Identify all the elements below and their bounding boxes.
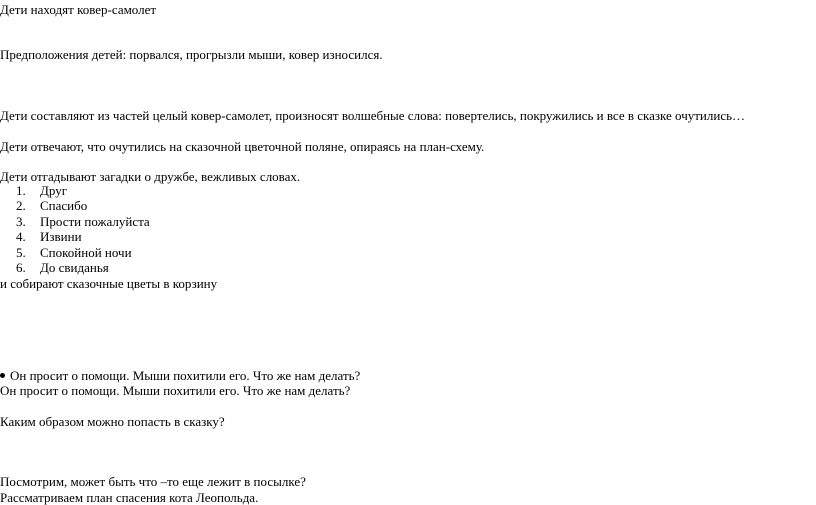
list-item-number: 2. [16,198,26,214]
list-item-text: Спокойной ночи [40,244,132,260]
list-item-text: До свиданья [40,259,109,275]
line-check-parcel: Посмотрим, может быть что –то еще лежит в посылке? [0,474,306,489]
line-children-answer: Дети отвечают, что очутились на сказочной цветочной поляне, опираясь на план-схему. [0,139,485,154]
bullet-icon [0,373,5,378]
line-help-request-bulleted [0,368,360,383]
line-children-find-carpet: Дети находят ковер-самолет [0,2,157,17]
line-collect-flowers: и собирают сказочные цветы в корзину [0,276,218,291]
line-assemble-carpet: Дети составляют из частей целый ковер-самолет, произносят волшебные слова: повертелись, покружились и все в сказке очутились… [0,108,746,123]
list-item-text: Извини [40,229,82,245]
line-riddles-intro: Дети отгадывают загадки о дружбе, вежливых словах. [0,169,301,184]
list-item-text: Друг [40,183,68,198]
line-how-to-get-into-tale: Каким образом можно попасть в сказку? [0,414,225,429]
line-children-assumptions: Предположения детей: порвался, прогрызли мыши, ковер износился. [0,47,383,62]
list-item-text: Прости пожалуйста [40,213,150,229]
list-item-number: 6. [16,259,26,275]
line-rescue-plan: Рассматриваем план спасения кота Леопольда. [0,490,259,505]
line-help-request: Он просит о помощи. Мыши похитили его. Что же нам делать? [0,383,351,398]
list-item-number: 1. [16,183,26,198]
list-item-text: Спасибо [40,198,88,214]
list-item-number: 4. [16,229,26,245]
list-item-number: 3. [16,213,26,229]
list-item-number: 5. [16,244,26,260]
line-help-request-text: Он просит о помощи. Мыши похитили его. Что же нам делать? [10,368,361,383]
